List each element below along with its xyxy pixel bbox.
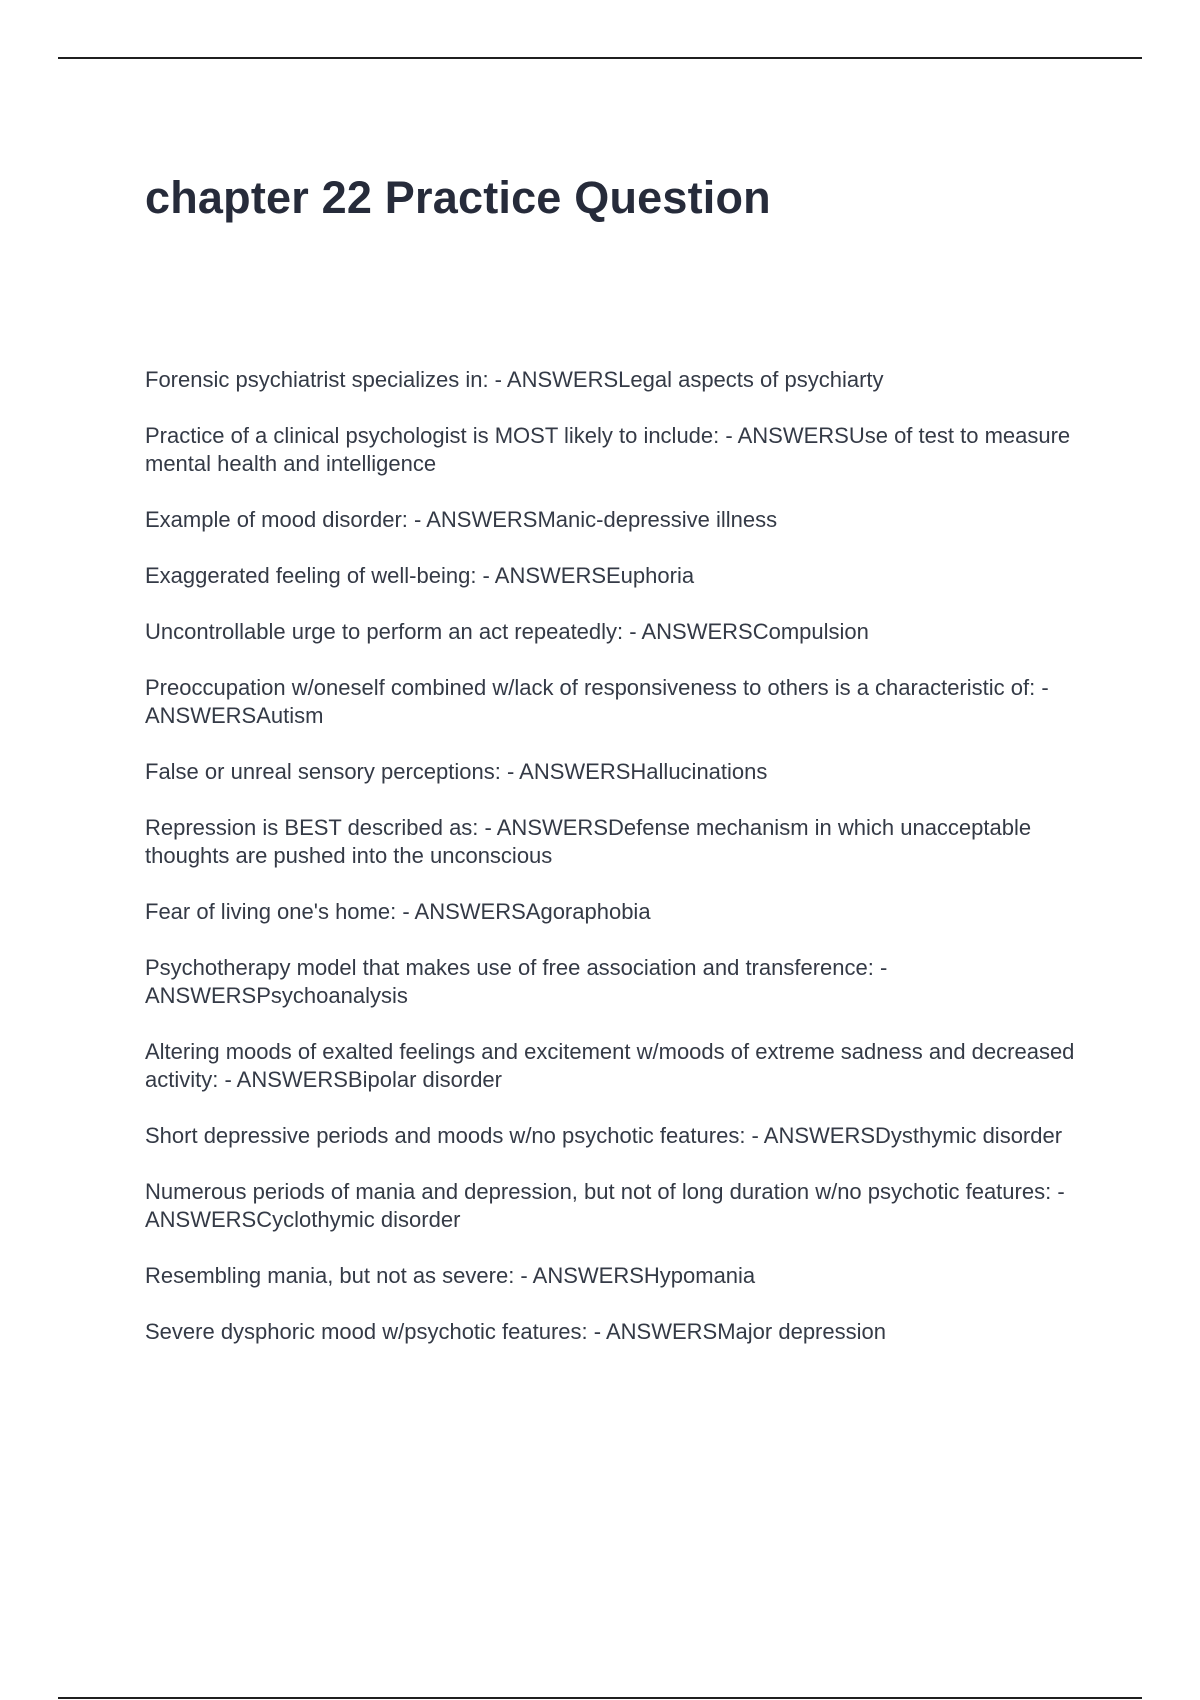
page-title: chapter 22 Practice Question <box>145 172 771 223</box>
qa-item-11: Altering moods of exalted feelings and excitement w/moods of extreme sadness and decreased activity: - ANSWERSBipolar disorder <box>145 1039 1075 1092</box>
qa-item-2: Practice of a clinical psychologist is MOST likely to include: - ANSWERSUse of test to measure mental health and intelligence <box>145 423 1071 476</box>
qa-item-7: False or unreal sensory perceptions: - ANSWERSHallucinations <box>145 759 768 784</box>
qa-item-4: Exaggerated feeling of well-being: - ANSWERSEuphoria <box>145 563 695 588</box>
top-divider <box>58 57 1142 59</box>
qa-item-12: Short depressive periods and moods w/no psychotic features: - ANSWERSDysthymic disorder <box>145 1123 1063 1148</box>
qa-item-10: Psychotherapy model that makes use of free association and transference: - ANSWERSPsychoanalysis <box>145 955 888 1008</box>
qa-item-6: Preoccupation w/oneself combined w/lack of responsiveness to others is a characteristic of: - ANSWERSAutism <box>145 675 1049 728</box>
qa-item-15: Severe dysphoric mood w/psychotic features: - ANSWERSMajor depression <box>145 1319 886 1344</box>
bottom-divider <box>58 1697 1142 1699</box>
question-answer-list <box>145 366 1085 1374</box>
qa-item-1: Forensic psychiatrist specializes in: - ANSWERSLegal aspects of psychiarty <box>145 367 884 392</box>
qa-item-8: Repression is BEST described as: - ANSWERSDefense mechanism in which unacceptable thoughts are pushed into the unconscious <box>145 815 1032 868</box>
qa-item-13: Numerous periods of mania and depression, but not of long duration w/no psychotic features: - ANSWERSCyclothymic disorder <box>145 1179 1065 1232</box>
qa-item-9: Fear of living one's home: - ANSWERSAgoraphobia <box>145 899 651 924</box>
qa-item-14: Resembling mania, but not as severe: - ANSWERSHypomania <box>145 1263 756 1288</box>
qa-item-5: Uncontrollable urge to perform an act repeatedly: - ANSWERSCompulsion <box>145 619 869 644</box>
qa-item-3: Example of mood disorder: - ANSWERSManic-depressive illness <box>145 507 778 532</box>
